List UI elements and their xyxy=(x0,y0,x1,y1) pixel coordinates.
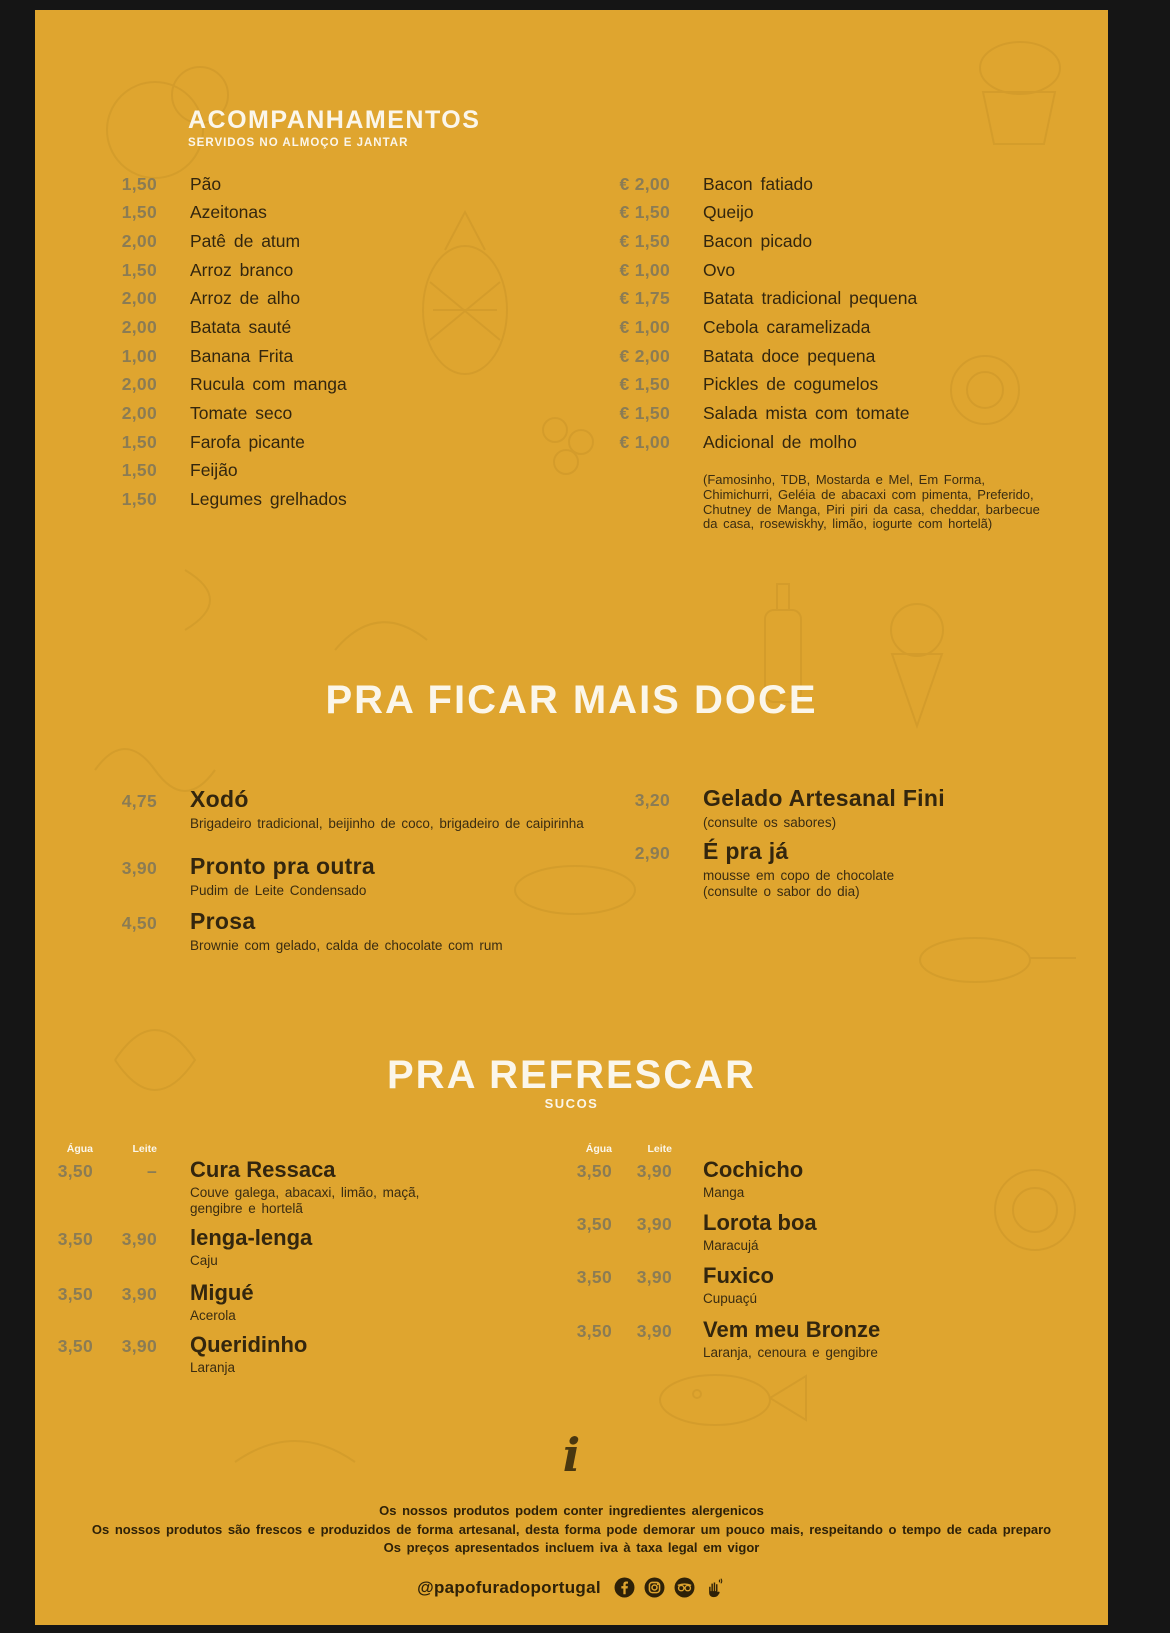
leite-price: 3,90 xyxy=(636,1321,672,1341)
item-name: Queridinho xyxy=(190,1332,308,1357)
juice-item xyxy=(515,1157,963,1201)
item-name: Prosa xyxy=(190,908,256,934)
item-price: 1,50 xyxy=(121,173,157,194)
item-description: Brigadeiro tradicional, beijinho de coco, brigadeiro de caipirinha xyxy=(190,816,584,831)
item-description: Pudim de Leite Condensado xyxy=(190,883,367,898)
dessert-item xyxy=(35,908,590,954)
tripadvisor-icon[interactable] xyxy=(673,1576,696,1599)
juice-item xyxy=(515,1263,963,1307)
item-description: Laranja xyxy=(190,1360,236,1375)
menu-item-row xyxy=(515,342,917,371)
item-name: Cebola caramelizada xyxy=(703,317,871,338)
menu-item-row xyxy=(35,285,347,314)
item-name: Tomate seco xyxy=(190,402,293,423)
item-description: Caju xyxy=(190,1253,218,1268)
item-name: Azeitonas xyxy=(190,202,267,223)
menu-page xyxy=(35,10,1108,1625)
item-price: 2,00 xyxy=(121,374,157,395)
menu-item-row xyxy=(515,199,917,228)
agua-price: 3,50 xyxy=(57,1229,93,1249)
item-description: mousse em copo de chocolate (consulte o sabor do dia) xyxy=(703,868,895,899)
leite-header: Leite xyxy=(647,1143,672,1155)
item-price: 1,50 xyxy=(121,202,157,223)
leite-price: 3,90 xyxy=(636,1214,672,1234)
footer-note-line: Os preços apresentados incluem iva à taxa legal em vigor xyxy=(383,1540,760,1555)
agua-header: Água xyxy=(585,1143,612,1155)
item-price: 2,90 xyxy=(634,843,670,863)
item-price: 3,90 xyxy=(121,858,157,878)
item-description: (consulte os sabores) xyxy=(703,815,837,830)
item-price: € 1,00 xyxy=(619,317,670,338)
item-name: Batata sauté xyxy=(190,317,292,338)
acompanhamentos-left-list xyxy=(35,170,347,514)
item-name: Pickles de cogumelos xyxy=(703,374,879,395)
leite-header: Leite xyxy=(132,1143,157,1155)
item-name: Rucula com manga xyxy=(190,374,347,395)
item-name: Vem meu Bronze xyxy=(703,1317,881,1342)
item-description: Couve galega, abacaxi, limão, maçã, gengibre e hortelã xyxy=(190,1185,420,1216)
item-name: Migué xyxy=(190,1280,254,1305)
menu-item-row xyxy=(35,456,347,485)
item-price: € 2,00 xyxy=(619,345,670,366)
menu-item-row xyxy=(35,485,347,514)
menu-item-row xyxy=(35,428,347,457)
item-name: Cura Ressaca xyxy=(190,1157,336,1182)
item-description: Manga xyxy=(703,1185,745,1200)
item-price: 1,50 xyxy=(121,259,157,280)
item-name: Ovo xyxy=(703,259,736,280)
sucos-subtitle: SUCOS xyxy=(544,1096,599,1111)
leite-price: 3,90 xyxy=(121,1336,157,1356)
item-price: 4,50 xyxy=(121,913,157,933)
social-handle[interactable]: @papofuradoportugal xyxy=(417,1577,601,1597)
footer-notes xyxy=(35,1502,1108,1558)
item-name: Batata doce pequena xyxy=(703,345,876,366)
juice-column-headers xyxy=(35,1143,157,1155)
item-name: Fuxico xyxy=(703,1263,774,1288)
item-price: 1,00 xyxy=(121,345,157,366)
instagram-icon[interactable] xyxy=(643,1576,666,1599)
menu-item-row xyxy=(35,399,347,428)
doces-section-title: PRA FICAR MAIS DOCE xyxy=(325,678,818,722)
dessert-item xyxy=(35,853,590,899)
item-price: € 1,50 xyxy=(619,402,670,423)
menu-item-row xyxy=(35,313,347,342)
item-name: Banana Frita xyxy=(190,345,294,366)
molho-options-note: (Famosinho, TDB, Mostarda e Mel, Em Forma, Chimichurri, Geléia de abacaxi com pimenta, Preferido, Chutney de Manga, Piri piri da casa, cheddar, barbecue da casa, rosewiskhy, limão, iogurte com hortelã) xyxy=(703,472,1040,532)
item-name: Xodó xyxy=(190,786,249,812)
item-price: € 1,75 xyxy=(619,288,670,309)
item-price: € 1,50 xyxy=(619,202,670,223)
juice-item xyxy=(515,1317,963,1361)
menu-item-row xyxy=(35,256,347,285)
dessert-item xyxy=(515,838,943,899)
item-name: Salada mista com tomate xyxy=(703,402,910,423)
juice-item xyxy=(35,1157,450,1216)
agua-header: Água xyxy=(66,1143,93,1155)
item-name: Bacon fatiado xyxy=(703,173,814,194)
menu-item-row xyxy=(515,170,917,199)
item-description: Brownie com gelado, calda de chocolate com rum xyxy=(190,938,503,953)
menu-item-row xyxy=(515,428,917,457)
menu-item-row xyxy=(515,227,917,256)
item-price: 2,00 xyxy=(121,231,157,252)
item-name: Legumes grelhados xyxy=(190,488,347,509)
acompanhamentos-subtitle: SERVIDOS NO ALMOÇO E JANTAR xyxy=(188,137,409,149)
item-price: 4,75 xyxy=(121,791,157,811)
item-price: 3,20 xyxy=(634,790,670,810)
item-name: Lorota boa xyxy=(703,1210,817,1235)
item-name: É pra já xyxy=(703,838,789,864)
item-description: Cupuaçú xyxy=(703,1291,758,1306)
menu-item-row xyxy=(515,285,917,314)
item-name: Feijão xyxy=(190,460,238,481)
refrescar-section-title: PRA REFRESCAR xyxy=(387,1053,756,1097)
menu-item-row xyxy=(515,256,917,285)
acompanhamentos-right-list xyxy=(515,170,917,456)
item-description: Acerola xyxy=(190,1308,236,1323)
item-price: 2,00 xyxy=(121,317,157,338)
item-price: € 2,00 xyxy=(619,173,670,194)
agua-price: 3,50 xyxy=(576,1214,612,1234)
leite-price: 3,90 xyxy=(121,1229,157,1249)
item-name: Patê de atum xyxy=(190,231,301,252)
item-price: 1,50 xyxy=(121,460,157,481)
menu-item-row xyxy=(35,342,347,371)
dessert-item xyxy=(515,785,945,831)
item-name: Farofa picante xyxy=(190,431,305,452)
item-name: Pronto pra outra xyxy=(190,853,375,879)
agua-price: 3,50 xyxy=(57,1336,93,1356)
juice-item xyxy=(35,1225,450,1269)
menu-item-row xyxy=(515,399,917,428)
info-icon: i xyxy=(562,1428,581,1482)
item-name: Queijo xyxy=(703,202,754,223)
item-price: 2,00 xyxy=(121,402,157,423)
item-name: Gelado Artesanal Fini xyxy=(703,785,945,811)
item-price: € 1,00 xyxy=(619,431,670,452)
item-price: € 1,50 xyxy=(619,374,670,395)
menu-item-row xyxy=(35,199,347,228)
agua-price: 3,50 xyxy=(57,1284,93,1304)
item-name: Adicional de molho xyxy=(703,431,857,452)
menu-item-row xyxy=(35,170,347,199)
leite-price: 3,90 xyxy=(636,1161,672,1181)
item-description: Laranja, cenoura e gengibre xyxy=(703,1345,878,1360)
item-price: € 1,50 xyxy=(619,231,670,252)
item-price: 2,00 xyxy=(121,288,157,309)
acompanhamentos-title: ACOMPANHAMENTOS xyxy=(188,106,481,134)
menu-item-row xyxy=(35,370,347,399)
item-price: 1,50 xyxy=(121,431,157,452)
facebook-icon[interactable] xyxy=(613,1576,636,1599)
juice-item xyxy=(35,1280,450,1324)
item-name: Bacon picado xyxy=(703,231,813,252)
juice-column-headers xyxy=(515,1143,672,1155)
item-name: Cochicho xyxy=(703,1157,804,1182)
menu-item-row xyxy=(515,313,917,342)
item-price: 1,50 xyxy=(121,488,157,509)
leite-price: – xyxy=(146,1161,157,1181)
agua-price: 3,50 xyxy=(576,1161,612,1181)
item-name: Pão xyxy=(190,173,222,194)
item-name: Arroz branco xyxy=(190,259,294,280)
item-name: Arroz de alho xyxy=(190,288,301,309)
agua-price: 3,50 xyxy=(576,1267,612,1287)
item-description: Maracujá xyxy=(703,1238,759,1253)
footer-note-line: Os nossos produtos são frescos e produzidos de forma artesanal, desta forma pode demorar um pouco mais, respeitando o tempo de cada preparo xyxy=(91,1521,1052,1537)
menu-item-row xyxy=(35,227,347,256)
item-name: Batata tradicional pequena xyxy=(703,288,918,309)
item-name: lenga-lenga xyxy=(190,1225,313,1250)
menu-item-row xyxy=(515,370,917,399)
hand-logo-icon[interactable] xyxy=(703,1576,726,1599)
juice-item xyxy=(35,1332,450,1376)
juice-item xyxy=(515,1210,963,1254)
agua-price: 3,50 xyxy=(576,1321,612,1341)
agua-price: 3,50 xyxy=(57,1161,93,1181)
social-row xyxy=(35,1576,1108,1599)
footer-note-line: Os nossos produtos podem conter ingredientes alergenicos xyxy=(379,1503,764,1518)
leite-price: 3,90 xyxy=(636,1267,672,1287)
dessert-item xyxy=(35,786,590,832)
leite-price: 3,90 xyxy=(121,1284,157,1304)
item-price: € 1,00 xyxy=(619,259,670,280)
